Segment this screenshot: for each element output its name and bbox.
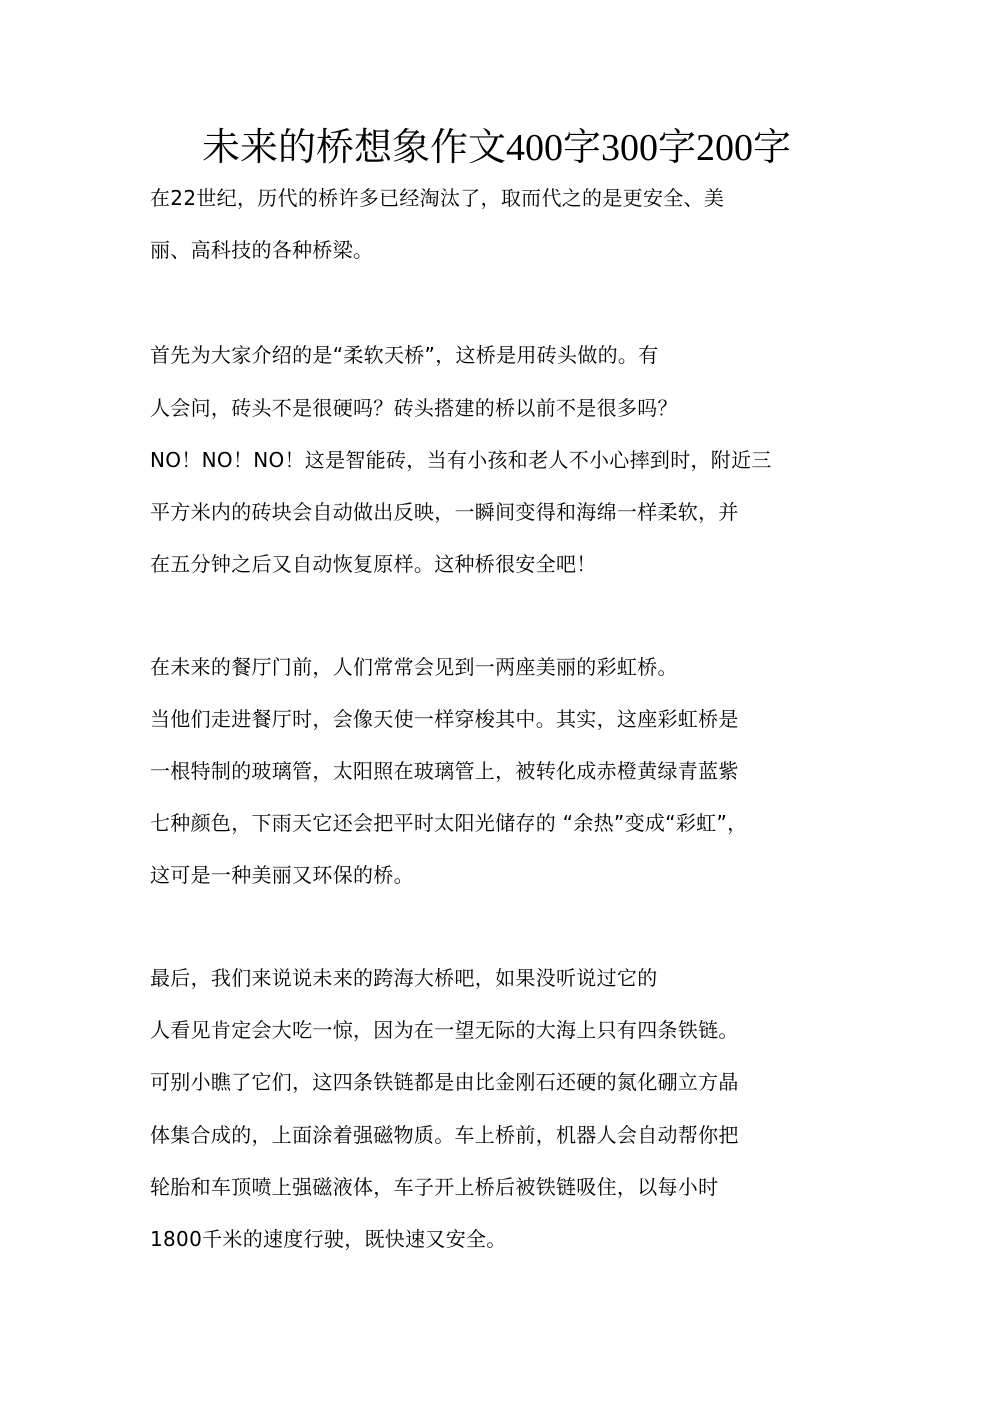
paragraph-line: 人会问，砖头不是很硬吗？砖头搭建的桥以前不是很多吗？	[150, 396, 678, 420]
paragraph-line: 当他们走进餐厅时，会像天使一样穿梭其中。其实，这座彩虹桥是	[150, 707, 739, 731]
paragraph-line: 在五分钟之后又自动恢复原样。这种桥很安全吧！	[150, 552, 597, 576]
paragraph-line: 平方米内的砖块会自动做出反映，一瞬间变得和海绵一样柔软，并	[150, 500, 739, 524]
paragraph-line: 在22世纪，历代的桥许多已经淘汰了，取而代之的是更安全、美	[150, 186, 725, 210]
paragraph-line: 在未来的餐厅门前，人们常常会见到一两座美丽的彩虹桥。	[150, 655, 678, 679]
document-title: 未来的桥想象作文400字300字200字	[201, 127, 791, 169]
paragraph-line: 这可是一种美丽又环保的桥。	[150, 863, 414, 887]
paragraph-line: 轮胎和车顶喷上强磁液体，车子开上桥后被铁链吸住，以每小时	[150, 1175, 719, 1199]
paragraph-line: 丽、高科技的各种桥梁。	[150, 238, 374, 262]
paragraph-line: 一根特制的玻璃管，太阳照在玻璃管上，被转化成赤橙黄绿青蓝紫	[150, 759, 739, 783]
paragraph-line: NO！NO！NO！这是智能砖，当有小孩和老人不小心摔到时，附近三	[150, 448, 772, 472]
paragraph-line: 首先为大家介绍的是“柔软天桥”，这桥是用砖头做的。有	[150, 343, 659, 367]
paragraph-line: 人看见肯定会大吃一惊，因为在一望无际的大海上只有四条铁链。	[150, 1018, 739, 1042]
paragraph-line: 体集合成的，上面涂着强磁物质。车上桥前，机器人会自动帮你把	[150, 1123, 739, 1147]
paragraph-line: 最后，我们来说说未来的跨海大桥吧，如果没听说过它的	[150, 966, 658, 990]
paragraph-line: 七种颜色，下雨天它还会把平时太阳光储存的 “余热”变成“彩虹”，	[150, 811, 748, 835]
paragraph-line: 可别小瞧了它们，这四条铁链都是由比金刚石还硬的氮化硼立方晶	[150, 1070, 739, 1094]
paragraph-line: 1800千米的速度行驶，既快速又安全。	[150, 1227, 507, 1251]
